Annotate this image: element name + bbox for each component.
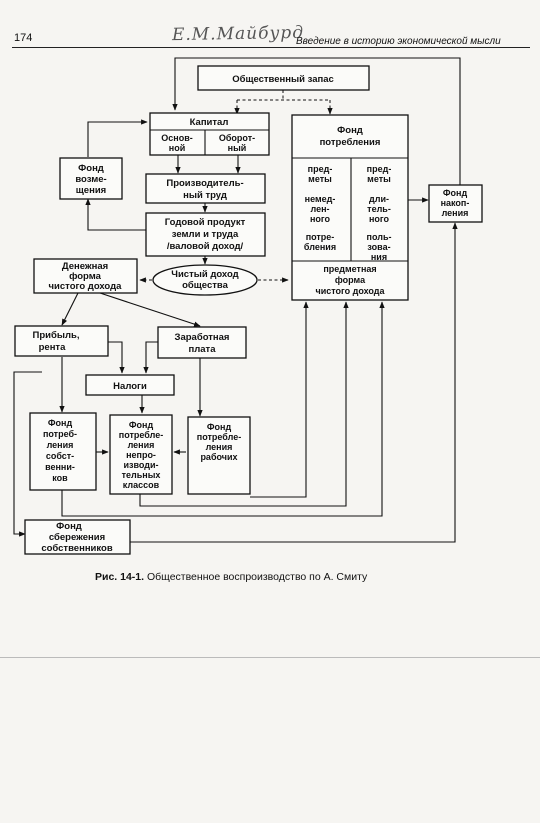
svg-text:Фонд: Фонд	[128, 420, 154, 430]
svg-text:/валовой доход/: /валовой доход/	[166, 241, 244, 252]
page-number: 174	[14, 32, 33, 44]
svg-text:Прибыль,: Прибыль,	[32, 330, 80, 341]
svg-text:Фонд: Фонд	[47, 418, 73, 428]
svg-text:плата: плата	[188, 344, 216, 355]
durable-use-label	[367, 164, 392, 262]
svg-text:поль-: поль-	[366, 232, 392, 242]
svg-text:изводи-: изводи-	[123, 460, 159, 470]
svg-text:венни-: венни-	[45, 462, 75, 472]
svg-text:Основ-: Основ-	[161, 133, 193, 143]
svg-text:немед-: немед-	[304, 194, 336, 204]
svg-text:бления: бления	[303, 242, 337, 252]
svg-text:возме-: возме-	[75, 174, 107, 185]
svg-text:ный: ный	[227, 143, 247, 153]
svg-text:классов: классов	[122, 480, 160, 490]
money-to-wages	[100, 293, 200, 326]
svg-text:Фонд: Фонд	[337, 125, 363, 136]
svg-text:Налоги: Налоги	[113, 381, 147, 392]
svg-text:потребления: потребления	[319, 137, 381, 148]
replacement-to-capital	[88, 122, 147, 157]
product-to-replacement	[88, 199, 146, 230]
svg-text:ления: ления	[127, 440, 155, 450]
svg-text:чистого дохода: чистого дохода	[315, 286, 385, 296]
svg-text:меты: меты	[367, 174, 391, 184]
svg-text:форма: форма	[69, 271, 101, 282]
svg-text:Фонд: Фонд	[442, 188, 468, 198]
svg-text:меты: меты	[308, 174, 332, 184]
svg-text:Общественный запас: Общественный запас	[232, 74, 334, 85]
svg-text:потре-: потре-	[305, 232, 335, 242]
svg-text:ния: ния	[370, 252, 388, 262]
svg-text:форма: форма	[334, 275, 366, 285]
svg-text:ного: ного	[368, 214, 390, 224]
capital-label	[190, 117, 229, 128]
svg-text:рента: рента	[38, 342, 66, 353]
svg-text:непро-: непро-	[126, 450, 156, 460]
figure-caption-label: Рис. 14-1.	[95, 571, 145, 583]
svg-text:рабочих: рабочих	[200, 452, 238, 462]
annual-product-label	[165, 217, 246, 252]
svg-text:Заработная: Заработная	[174, 332, 230, 343]
accumulation-fund-label	[441, 188, 470, 218]
svg-text:Производитель-: Производитель-	[166, 178, 244, 189]
svg-text:пред-: пред-	[307, 164, 333, 174]
svg-text:сбережения: сбережения	[48, 532, 106, 543]
svg-text:накоп-: накоп-	[440, 198, 470, 208]
svg-text:лен-: лен-	[310, 204, 330, 214]
reserve-dashed-link	[237, 90, 330, 113]
svg-text:Чистый доход: Чистый доход	[171, 269, 239, 280]
svg-text:земли и труда: земли и труда	[171, 229, 239, 240]
svg-text:ный труд: ный труд	[183, 190, 227, 201]
svg-text:собственников: собственников	[41, 543, 113, 554]
svg-text:щения: щения	[75, 185, 107, 196]
figure-caption	[95, 571, 367, 583]
svg-text:общества: общества	[182, 280, 228, 291]
svg-text:потребле-: потребле-	[196, 432, 242, 442]
svg-text:предметная: предметная	[323, 264, 377, 274]
svg-text:ной: ной	[168, 143, 186, 153]
svg-text:Оборот-: Оборот-	[218, 133, 256, 143]
scan-fold-line	[0, 657, 540, 658]
svg-text:пред-: пред-	[366, 164, 392, 174]
svg-text:зова-: зова-	[367, 242, 391, 252]
svg-text:ления: ления	[205, 442, 233, 452]
svg-text:ков: ков	[52, 473, 68, 483]
figure-caption-text: Общественное воспроизводство по А. Смиту	[144, 571, 368, 583]
svg-text:ного: ного	[309, 214, 331, 224]
svg-text:Капитал: Капитал	[189, 117, 229, 128]
svg-text:тельных: тельных	[121, 470, 161, 480]
svg-text:Годовой продукт: Годовой продукт	[164, 217, 246, 228]
svg-text:ления: ления	[46, 440, 74, 450]
svg-text:потребле-: потребле-	[118, 430, 164, 440]
workers-to-material	[250, 302, 306, 497]
svg-text:дли-: дли-	[369, 194, 389, 204]
money-to-profit	[62, 293, 78, 325]
replacement-fund-label	[75, 163, 106, 196]
handwritten-signature: Е.М.Майбурд	[171, 22, 305, 46]
svg-text:Фонд: Фонд	[206, 422, 232, 432]
public-reserve-label	[232, 74, 334, 85]
svg-text:собст-: собст-	[45, 451, 75, 461]
svg-text:чистого дохода: чистого дохода	[48, 281, 122, 292]
svg-text:потреб-: потреб-	[42, 429, 78, 439]
taxes-label	[113, 381, 147, 392]
svg-text:ления: ления	[441, 208, 469, 218]
running-title: Введение в историю экономической мысли	[296, 36, 501, 47]
svg-text:Фонд: Фонд	[78, 163, 104, 174]
svg-text:тель-: тель-	[367, 204, 391, 214]
svg-text:Фонд: Фонд	[56, 521, 82, 532]
svg-text:Денежная: Денежная	[61, 261, 109, 272]
